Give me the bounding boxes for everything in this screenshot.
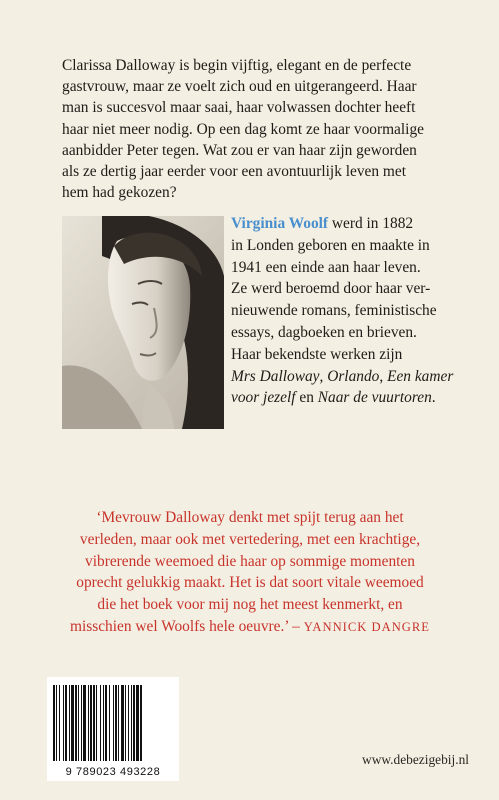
quote-attribution: YANNICK DANGRE (303, 619, 430, 634)
quote-line: die het boek voor mij nog het meest kenmerkt, en (97, 596, 403, 614)
synopsis-line: haar niet meer nodig. Op een dag komt ze haar voormalige (62, 120, 424, 138)
barcode-bar (103, 685, 104, 761)
synopsis-line: aanbidder Peter tegen. Wat zou er van haar zijn geworden (62, 141, 417, 159)
bio-text: werd in (328, 215, 383, 232)
barcode-bar (121, 685, 124, 761)
author-bio (231, 213, 466, 409)
synopsis-line: hem had gekozen? (62, 184, 177, 202)
barcode-bar (88, 685, 89, 761)
barcode-bar (113, 685, 114, 761)
barcode-bars (53, 685, 173, 761)
barcode-bar (109, 685, 110, 761)
barcode-bar (81, 685, 82, 761)
barcode-bar (75, 685, 77, 761)
barcode-bar (131, 685, 132, 761)
birth-year: 1882 (382, 215, 414, 232)
bio-line (231, 213, 466, 235)
barcode-bar (136, 685, 139, 761)
death-year: 1941 (231, 258, 262, 276)
barcode-bar (56, 685, 57, 761)
bio-text: , (319, 367, 328, 385)
bio-line (231, 366, 466, 388)
work-title: voor jezelf (231, 389, 296, 407)
synopsis-line: Clarissa Dalloway is begin vijftig, elegant en de perfecte (62, 57, 412, 74)
barcode-bar (115, 685, 117, 761)
quote-text: misschien wel Woolfs hele oeuvre.’ – (70, 617, 304, 635)
bio-line: Haar bekendste werken zijn (231, 345, 403, 363)
publisher-website: www.debezigebij.nl (362, 752, 469, 767)
quote-line (40, 616, 460, 639)
author-name: Virginia Woolf (231, 215, 329, 232)
barcode-bar (63, 685, 64, 761)
bio-text: en (295, 389, 318, 407)
barcode-bar (78, 685, 79, 761)
barcode-bar (90, 685, 92, 761)
bio-line: essays, dagboeken en brieven. (231, 323, 417, 341)
barcode-bar (65, 685, 67, 761)
bio-line: nieuwende romans, feministische (231, 302, 437, 320)
quote-line: oprecht gelukkig maakt. Het is dat soort vitale weemoed (76, 574, 424, 592)
work-title: Naar de vuurtoren (317, 389, 432, 407)
bio-line: Ze werd beroemd door haar ver- (231, 280, 431, 298)
work-title: Orlando (327, 367, 380, 385)
author-portrait (62, 216, 224, 429)
isbn-barcode (47, 677, 179, 781)
synopsis-paragraph (62, 55, 452, 203)
work-title: Een kamer (387, 367, 454, 385)
portrait-illustration (62, 216, 224, 429)
bio-line (231, 257, 466, 279)
barcode-bar (59, 685, 60, 761)
barcode-bar (96, 685, 97, 761)
bio-line (231, 387, 466, 409)
barcode-bar (53, 685, 55, 761)
barcode-bar (118, 685, 119, 761)
bio-line: in Londen geboren en maakte in (231, 236, 430, 254)
synopsis-line: man is succesvol maar saai, haar volwassen dochter heeft (62, 99, 416, 117)
barcode-bar (71, 685, 74, 761)
barcode-bar (83, 685, 86, 761)
barcode-bar (128, 685, 129, 761)
quote-line: ‘Mevrouw Dalloway denkt met spijt terug aan het (96, 509, 404, 526)
bio-text: een einde aan haar leven. (261, 258, 421, 276)
review-quote (40, 507, 460, 639)
barcode-bar (125, 685, 126, 761)
work-title: Mrs Dalloway (231, 367, 320, 385)
barcode-bar (105, 685, 107, 761)
barcode-bar (100, 685, 101, 761)
barcode-bar (140, 685, 142, 761)
barcode-bar (69, 685, 70, 761)
synopsis-line: als ze dertig jaar eerder voor een avontuurlijk leven met (62, 163, 406, 181)
bio-text: . (431, 389, 436, 407)
quote-line: vibrerende weemoed die haar op sommige momenten (85, 552, 415, 570)
isbn-number: 9 789023 493228 (65, 766, 161, 778)
synopsis-line: gastvrouw, maar ze voelt zich oud en uitgerangeerd. Haar (62, 78, 417, 96)
bio-text: , (379, 367, 388, 385)
barcode-bar (133, 685, 135, 761)
quote-line: verleden, maar ook met vertedering, met een krachtige, (79, 530, 421, 548)
barcode-bar (93, 685, 95, 761)
